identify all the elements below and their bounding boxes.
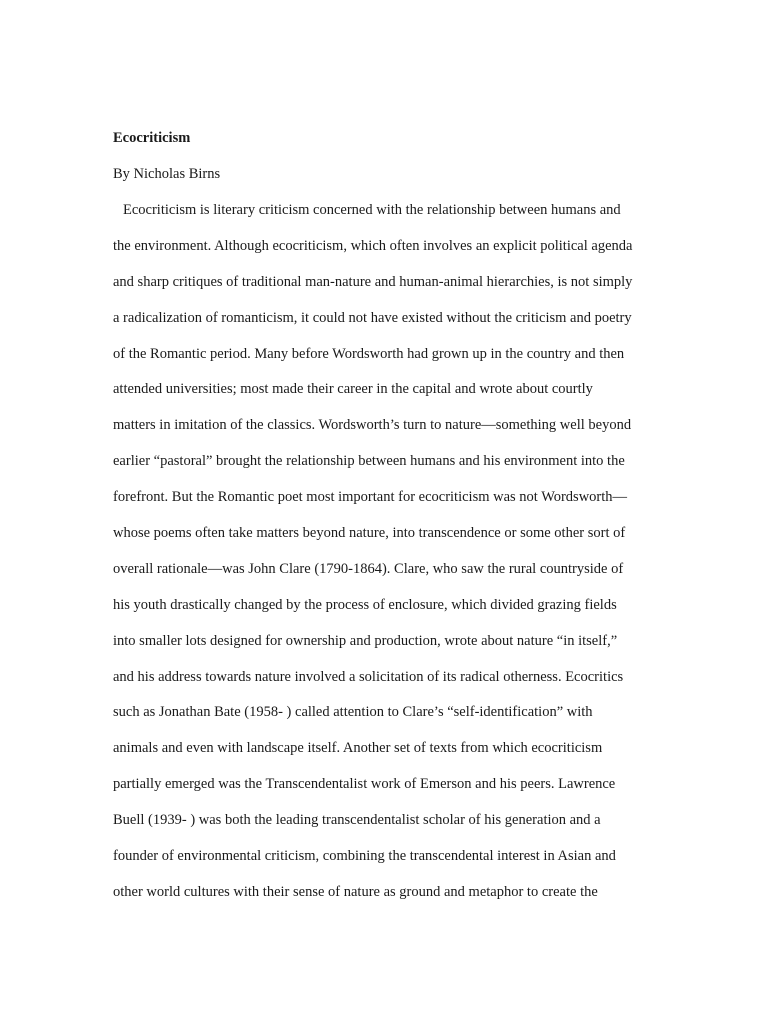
paragraph-line: attended universities; most made their career in the capital and wrote about courtly [113, 381, 593, 398]
paragraph-line: the environment. Although ecocriticism, which often involves an explicit political agenda [113, 237, 633, 254]
body-text [113, 200, 673, 918]
paragraph-line: matters in imitation of the classics. Wordsworth’s turn to nature—something well beyond [113, 417, 632, 434]
author-byline: By Nicholas Birns [113, 166, 221, 182]
paragraph-line: his youth drastically changed by the process of enclosure, which divided grazing fields [113, 596, 617, 613]
paragraph-line: Ecocriticism is literary criticism concerned with the relationship between humans and [123, 202, 621, 218]
paragraph-line: and sharp critiques of traditional man-nature and human-animal hierarchies, is not simply [113, 273, 633, 290]
paragraph-line: whose poems often take matters beyond nature, into transcendence or some other sort of [113, 525, 626, 542]
paragraph-line: overall rationale—was John Clare (1790-1864). Clare, who saw the rural countryside of [113, 560, 624, 577]
page-title: Ecocriticism [113, 130, 191, 146]
paragraph-line: such as Jonathan Bate (1958- ) called attention to Clare’s “self-identification” with [113, 704, 593, 721]
paragraph-line: other world cultures with their sense of nature as ground and metaphor to create the [113, 883, 598, 900]
paragraph-line: founder of environmental criticism, combining the transcendental interest in Asian and [113, 848, 616, 865]
paragraph-line: earlier “pastoral” brought the relationship between humans and his environment into the [113, 453, 625, 470]
paragraph-line: a radicalization of romanticism, it could not have existed without the criticism and poetry [113, 309, 632, 326]
paragraph-line: into smaller lots designed for ownership and production, wrote about nature “in itself,” [113, 632, 618, 649]
paragraph-line: and his address towards nature involved a solicitation of its radical otherness. Ecocritics [113, 668, 624, 685]
paragraph-line: partially emerged was the Transcendentalist work of Emerson and his peers. Lawrence [113, 776, 616, 793]
paragraph-line: animals and even with landscape itself. Another set of texts from which ecocriticism [113, 740, 603, 757]
paragraph-line: Buell (1939- ) was both the leading transcendentalist scholar of his generation and a [113, 812, 601, 829]
paragraph-line: of the Romantic period. Many before Wordsworth had grown up in the country and then [113, 345, 625, 362]
paragraph-line: forefront. But the Romantic poet most important for ecocriticism was not Wordsworth— [113, 489, 628, 506]
